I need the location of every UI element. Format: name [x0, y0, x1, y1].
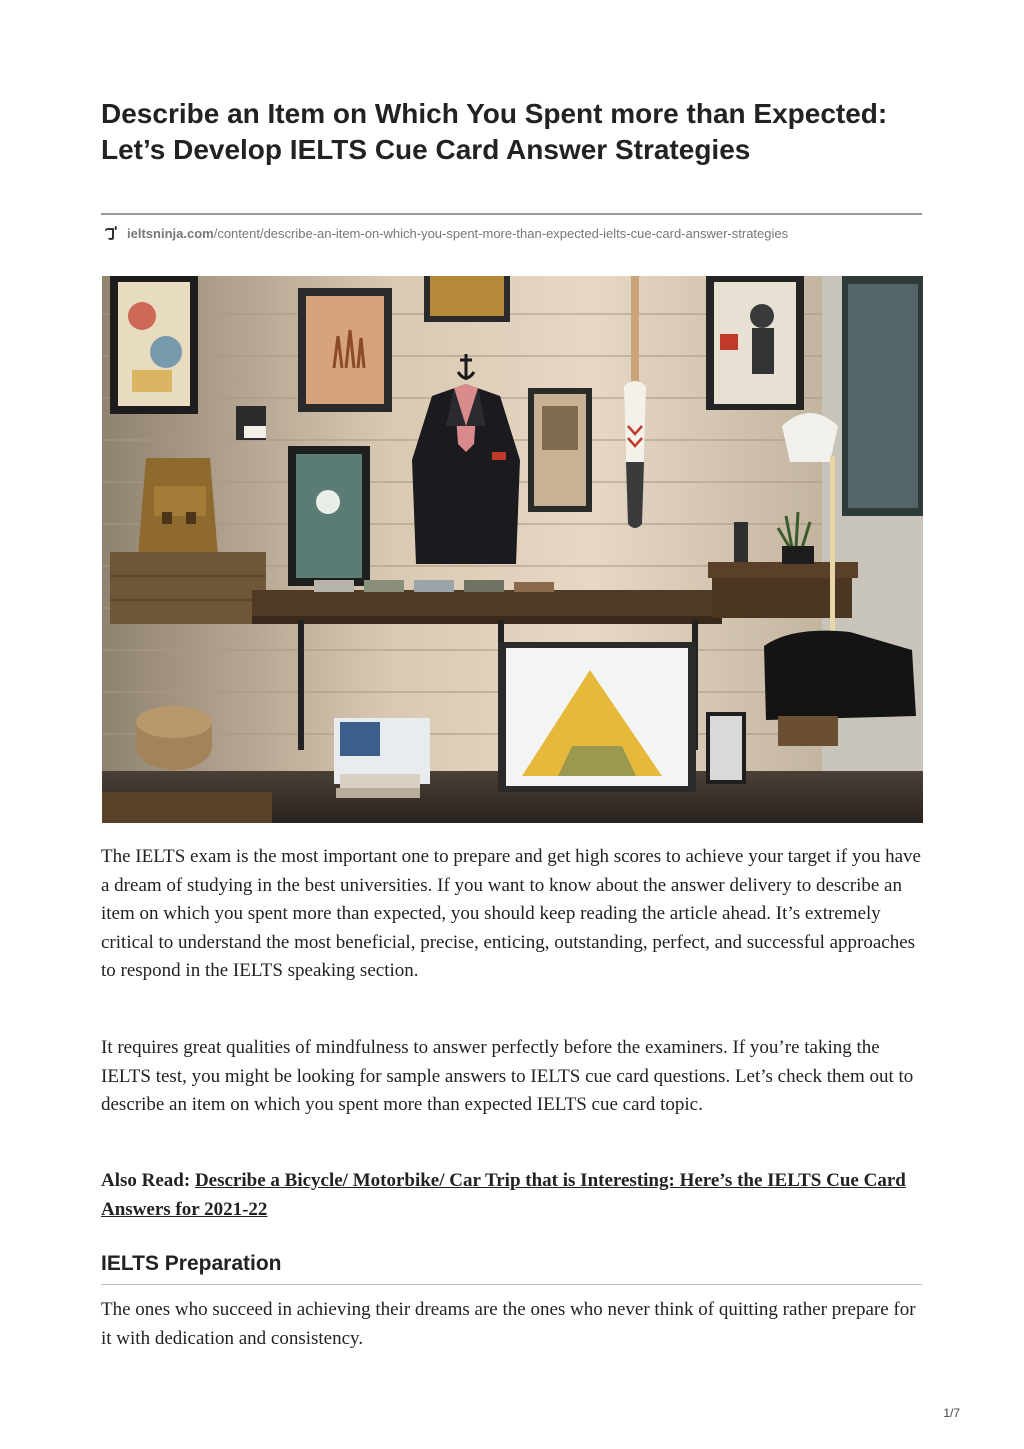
source-line	[103, 224, 923, 244]
article-title: Describe an Item on Which You Spent more than Expected: Let’s Develop IELTS Cue Card Answer Strategies	[101, 98, 888, 165]
hero-image	[102, 276, 923, 823]
section-divider	[101, 1284, 922, 1285]
source-path: /content/describe-an-item-on-which-you-spent-more-than-expected-ielts-cue-card-answer-strategies	[213, 226, 789, 241]
title-divider	[101, 213, 922, 215]
second-paragraph: It requires great qualities of mindfulness to answer perfectly before the examiners. If you’re taking the IELTS test, you might be looking for sample answers to IELTS cue card questions. Let’s check them out to describe an item on which you spent more than expected IELTS cue card topic.	[101, 1037, 914, 1115]
source-domain: ieltsninja.com	[127, 226, 214, 241]
source-link[interactable]	[127, 226, 788, 241]
also-read	[101, 1167, 923, 1224]
section-heading: IELTS Preparation	[101, 1252, 282, 1275]
intro-paragraph: The IELTS exam is the most important one to prepare and get high scores to achieve your target if you have a dream of studying in the best universities. If you want to know about the answer delivery to describe an item on which you spent more than expected, you should keep reading the article ahead. It’s extremely critical to understand the most beneficial, precise, enticing, outstanding, perfect, and successful approaches to respond in the IELTS speaking section.	[101, 846, 921, 981]
also-read-link[interactable]: Describe a Bicycle/ Motorbike/ Car Trip that is Interesting: Here’s the IELTS Cue Card Answers for 2021-22	[101, 1170, 906, 1220]
also-read-label: Also Read:	[101, 1170, 195, 1191]
section-paragraph: The ones who succeed in achieving their dreams are the ones who never think of quitting rather prepare for it with dedication and consistency.	[101, 1299, 916, 1349]
page-number: 1/7	[943, 1406, 960, 1420]
bookmark-link-icon	[103, 225, 119, 241]
